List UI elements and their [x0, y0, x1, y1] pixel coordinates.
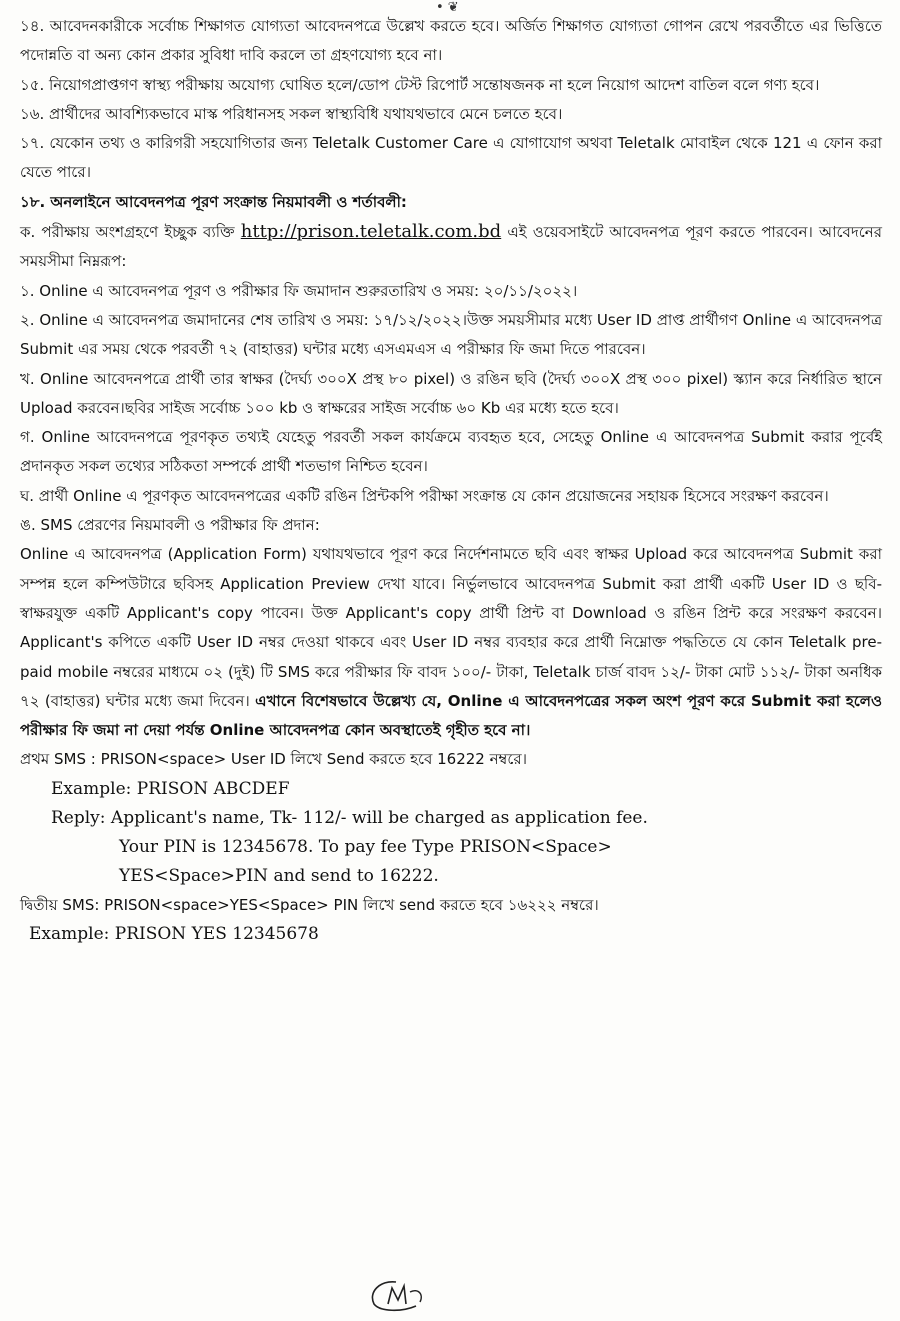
document-body	[20, 12, 882, 949]
section-18-heading: ১৮. অনলাইনে আবেদনপত্র পূরণ সংক্রান্ত নিয়মাবলী ও শর্তাবলী:	[20, 192, 407, 211]
second-sms-example: Example: PRISON YES 12345678	[29, 924, 319, 945]
deadline-item-2: ২. Online এ আবেদনপত্র জমাদানের শেষ তারিখ ও সময়: ১৭/১২/২০২২।উক্ত সময়সীমার মধ্যে User ID প্রাপ্ত প্রার্থীগণ Online এ আবেদনপত্র Submit এর সময় থেকে পরবর্তী ৭২ (বাহাত্তর) ঘন্টার মধ্যে এসএমএস এ পরীক্ষার ফি জমা দিতে পারবেন।	[20, 310, 882, 359]
clause-ka-prefix: ক. পরীক্ষায় অংশগ্রহণে ইচ্ছুক ব্যক্তি	[20, 223, 235, 242]
handwritten-initial-signature	[366, 1278, 428, 1314]
first-sms-reply-line-3: YES<Space>PIN and send to 16222.	[119, 865, 439, 886]
clause-uma-heading: ঙ. SMS প্রেরণের নিয়মাবলী ও পরীক্ষার ফি প্রদান:	[20, 516, 320, 535]
clause-uma-body	[20, 540, 882, 745]
clause-15: ১৫. নিয়োগপ্রাপ্তগণ স্বাস্থ্য পরীক্ষায় অযোগ্য ঘোষিত হলে/ডোপ টেস্ট রিপোর্ট সন্তোষজনক না হলে নিয়োগ আদেশ বাতিল বলে গণ্য হবে।	[20, 75, 820, 94]
clause-14: ১৪. আবেদনকারীকে সর্বোচ্চ শিক্ষাগত যোগ্যতা আবেদনপত্রে উল্লেখ করতে হবে। অর্জিত শিক্ষাগত যোগ্যতা গোপন রেখে পরবর্তীতে এর ভিত্তিতে পদোন্নতি বা অন্য কোন প্রকার সুবিধা দাবি করলে তা গ্রহণযোগ্য হবে না।	[20, 17, 882, 65]
clause-16: ১৬. প্রার্থীদের আবশ্যিকভাবে মাস্ক পরিধানসহ সকল স্বাস্থ্যবিধি যথাযথভাবে মেনে চলতে হবে।	[20, 104, 563, 123]
clause-kha: খ. Online আবেদনপত্রে প্রার্থী তার স্বাক্ষর (দৈর্ঘ্য ৩০০X প্রস্থ ৮০ pixel) ও রঙিন ছবি (দৈর্ঘ্য ৩০০X প্রস্থ ৩০০ pixel) স্ক্যান করে নির্ধারিত স্থানে Upload করবেন।ছবির সাইজ সর্বোচ্চ ১০০ kb ও স্বাক্ষরের সাইজ সর্বোচ্চ ৬০ Kb এর মধ্যে হতে হবে।	[20, 369, 882, 417]
clause-ka-suffix: এই ওয়েবসাইটে আবেদনপত্র পূরণ করতে পারবেন। আবেদনের সময়সীমা নিম্নরূপ:	[20, 223, 882, 271]
first-sms-example: Example: PRISON ABCDEF	[51, 778, 290, 799]
first-sms-reply-line-2: Your PIN is 12345678. To pay fee Type PRISON<Space>	[119, 836, 612, 857]
clause-ga: গ. Online আবেদনপত্রে পূরণকৃত তথ্যই যেহেতু পরবর্তী সকল কার্যক্রমে ব্যবহৃত হবে, সেহেতু Online এ আবেদনপত্র Submit করার পূর্বেই প্রদানকৃত সকল তথ্যের সঠিকতা সম্পর্কে প্রার্থী শতভাগ নিশ্চিত হবেন।	[20, 428, 882, 476]
first-sms-reply-line-1: Reply: Applicant's name, Tk- 112/- will be charged as application fee.	[51, 807, 648, 828]
deadline-item-1: ১. Online এ আবেদনপত্র পূরণ ও পরীক্ষার ফি জমাদান শুরুরতারিখ ও সময়: ২০/১১/২০২২।	[20, 281, 578, 300]
uma-body-text: Online এ আবেদনপত্র (Application Form) যথাযথভাবে পূরণ করে নির্দেশনামতে ছবি এবং স্বাক্ষর Upload করে আবেদনপত্র Submit করা সম্পন্ন হলে কম্পিউটারে ছবিসহ Application Preview দেখা যাবে। নির্ভুলভাবে আবেদনপত্র Submit করা প্রার্থী একটি User ID ও ছবি-স্বাক্ষরযুক্ত একটি Applicant's copy পাবেন। উক্ত Applicant's copy প্রার্থী প্রিন্ট বা Download ও রঙিন প্রিন্ট করে সংরক্ষণ করবেন। Applicant's কপিতে একটি User ID নম্বর দেওয়া থাকবে এবং User ID নম্বর ব্যবহার করে প্রার্থী নিম্নোক্ত পদ্ধতিতে যে কোন Teletalk pre-paid mobile নম্বরের মাধ্যমে ০২ (দুই) টি SMS করে পরীক্ষার ফি বাবদ ১০০/- টাকা, Teletalk চার্জ বাবদ ১২/- টাকা মোট ১১২/- টাকা অনধিক ৭২ (বাহাত্তর) ঘন্টার মধ্যে জমা দিবেন।	[20, 545, 882, 710]
clause-gha: ঘ. প্রার্থী Online এ পূরণকৃত আবেদনপত্রের একটি রঙিন প্রিন্টকপি পরীক্ষা সংক্রান্ত যে কোন প্রয়োজনের সহায়ক হিসেবে সংরক্ষণ করবেন।	[20, 486, 829, 505]
clause-17: ১৭. যেকোন তথ্য ও কারিগরী সহযোগিতার জন্য Teletalk Customer Care এ যোগাযোগ অথবা Teletalk মোবাইল থেকে 121 এ ফোন করা যেতে পারে।	[20, 134, 882, 182]
first-sms-instruction: প্রথম SMS : PRISON<space> User ID লিখে Send করতে হবে 16222 নম্বরে।	[20, 750, 528, 769]
uma-body-emphasis: এখানে বিশেষভাবে উল্লেখ্য যে, Online এ আবেদনপত্রের সকল অংশ পূরণ করে Submit করা হলেও পরীক্ষার ফি জমা না দেয়া পর্যন্ত Online আবেদনপত্র কোন অবস্থাতেই গৃহীত হবে না।	[20, 691, 883, 740]
second-sms-instruction: দ্বিতীয় SMS: PRISON<space>YES<Space> PIN লিখে send করতে হবে ১৬২২২ নম্বরে।	[20, 895, 599, 914]
page-top-mark: • ❦	[436, 0, 459, 15]
clause-ka	[20, 217, 882, 277]
website-link[interactable]: http://prison.teletalk.com.bd	[240, 221, 502, 243]
